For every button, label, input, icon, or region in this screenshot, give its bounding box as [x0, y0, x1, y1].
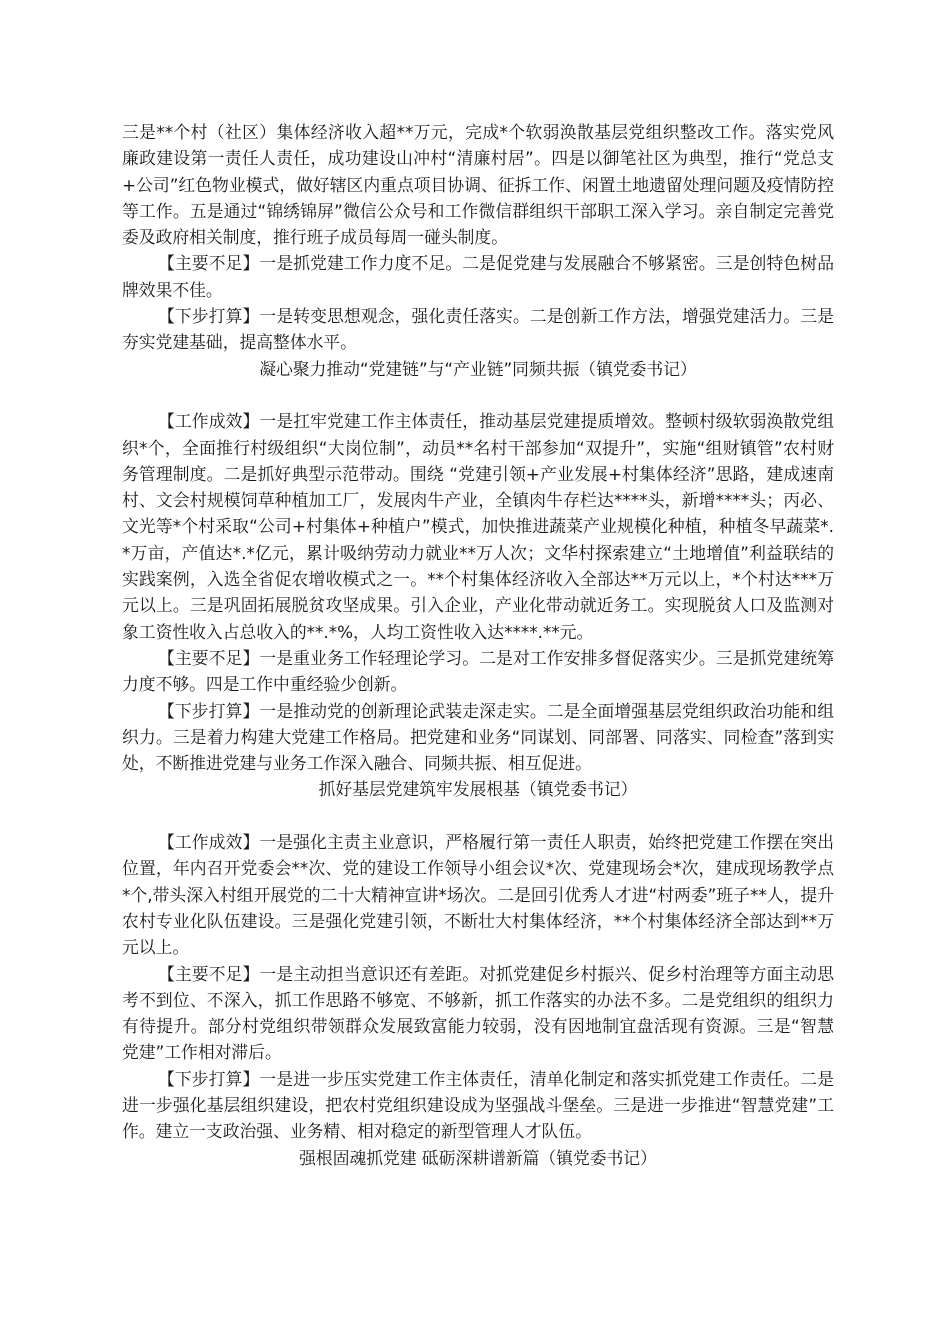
section-2-next-plan: 【下步打算】一是进一步压实党建工作主体责任，清单化制定和落实抓党建工作责任。二是进一步强化基层组织建设，把农村党组织建设成为坚强战斗堡垒。三是进一步推进“智慧党建”工作。建立一支政治强、业务精、相对稳定的新型管理人才队伍。 [122, 1068, 834, 1142]
intro-next-plan: 【下步打算】一是转变思想观念，强化责任落实。二是创新工作方法，增强党建活力。三是夯实党建基础，提高整体水平。 [122, 306, 834, 353]
section-1-shortcomings: 【主要不足】一是重业务工作轻理论学习。二是对工作安排多督促落实少。三是抓党建统筹力度不够。四是工作中重经验少创新。 [122, 647, 834, 695]
section-3-title: 强根固魂抓党建 砥砺深耕谱新篇（镇党委书记） [299, 1147, 657, 1168]
section-2-shortcomings: 【主要不足】一是主动担当意识还有差距。对抓党建促乡村振兴、促乡村治理等方面主动思考不到位、不深入，抓工作思路不够宽、不够新，抓工作落实的办法不多。二是党组织的组织力有待提升。部分村党组织带领群众发展致富能力较弱，没有因地制宜盘活现有资源。三是“智慧党建”工作相对滞后。 [122, 963, 834, 1063]
document-page [122, 119, 834, 1171]
section-1-achievements: 【工作成效】一是扛牢党建工作主体责任，推动基层党建提质增效。整顿村级软弱涣散党组织*个，全面推行村级组织“大岗位制”，动员**名村干部参加“双提升”，实施“组财镇管”农村财务管理制度。二是抓好典型示范带动。围绕 “党建引领+产业发展+村集体经济”思路，建成速南村、文会村规模饲草种植加工厂，发展肉牛产业，全镇肉牛存栏达****头，新增****头；丙必、文光等*个村采取“公司+村集体+种植户”模式，加快推进蔬菜产业规模化种植，种植冬早蔬菜*.*万亩，产值达*.*亿元，累计吸纳劳动力就业**万人次；文华村探索建立“土地增值”利益联结的实践案例，入选全省促农增收模式之一。**个村集体经济收入全部达**万元以上，*个村达***万元以上。三是巩固拓展脱贫攻坚成果。引入企业，产业化带动就近务工。实现脱贫人口及监测对象工资性收入占总收入的**.*%，人均工资性收入达****.**元。 [122, 411, 834, 642]
intro-shortcomings: 【主要不足】一是抓党建工作力度不足。二是促党建与发展融合不够紧密。三是创特色树品牌效果不佳。 [122, 253, 834, 300]
section-1-next-plan: 【下步打算】一是推动党的创新理论武装走深走实。二是全面增强基层党组织政治功能和组织力。三是着力构建大党建工作格局。把党建和业务“同谋划、同部署、同落实、同检查”落到实处，不断推进党建与业务工作深入融合、同频共振、相互促进。 [122, 700, 834, 774]
section-2-achievements: 【工作成效】一是强化主责主业意识，严格履行第一责任人职责，始终把党建工作摆在突出位置，年内召开党委会**次、党的建设工作领导小组会议*次、党建现场会*次，建成现场教学点*个,带头深入村组开展党的二十大精神宣讲*场次。二是回引优秀人才进“村两委”班子**人，提升农村专业化队伍建设。三是强化党建引领，不断壮大村集体经济，**个村集体经济全部达到**万元以上。 [122, 832, 834, 958]
intro-paragraph-1: 三是**个村（社区）集体经济收入超**万元，完成*个软弱涣散基层党组织整改工作。落实党风廉政建设第一责任人责任，成功建设山冲村“清廉村居”。四是以御笔社区为典型，推行“党总支+公司”红色物业模式，做好辖区内重点项目协调、征拆工作、闲置土地遗留处理问题及疫情防控等工作。五是通过“锦绣锦屏”微信公众号和工作微信群组织干部职工深入学习。亲自制定完善党委及政府相关制度，推行班子成员每周一碰头制度。 [122, 122, 834, 248]
section-2-spacer [122, 803, 834, 829]
section-1-spacer [122, 382, 834, 408]
section-2-title: 抓好基层党建筑牢发展根基（镇党委书记） [318, 779, 638, 800]
section-1-title: 凝心聚力推动“党建链”与“产业链”同频共振（镇党委书记） [259, 358, 697, 379]
